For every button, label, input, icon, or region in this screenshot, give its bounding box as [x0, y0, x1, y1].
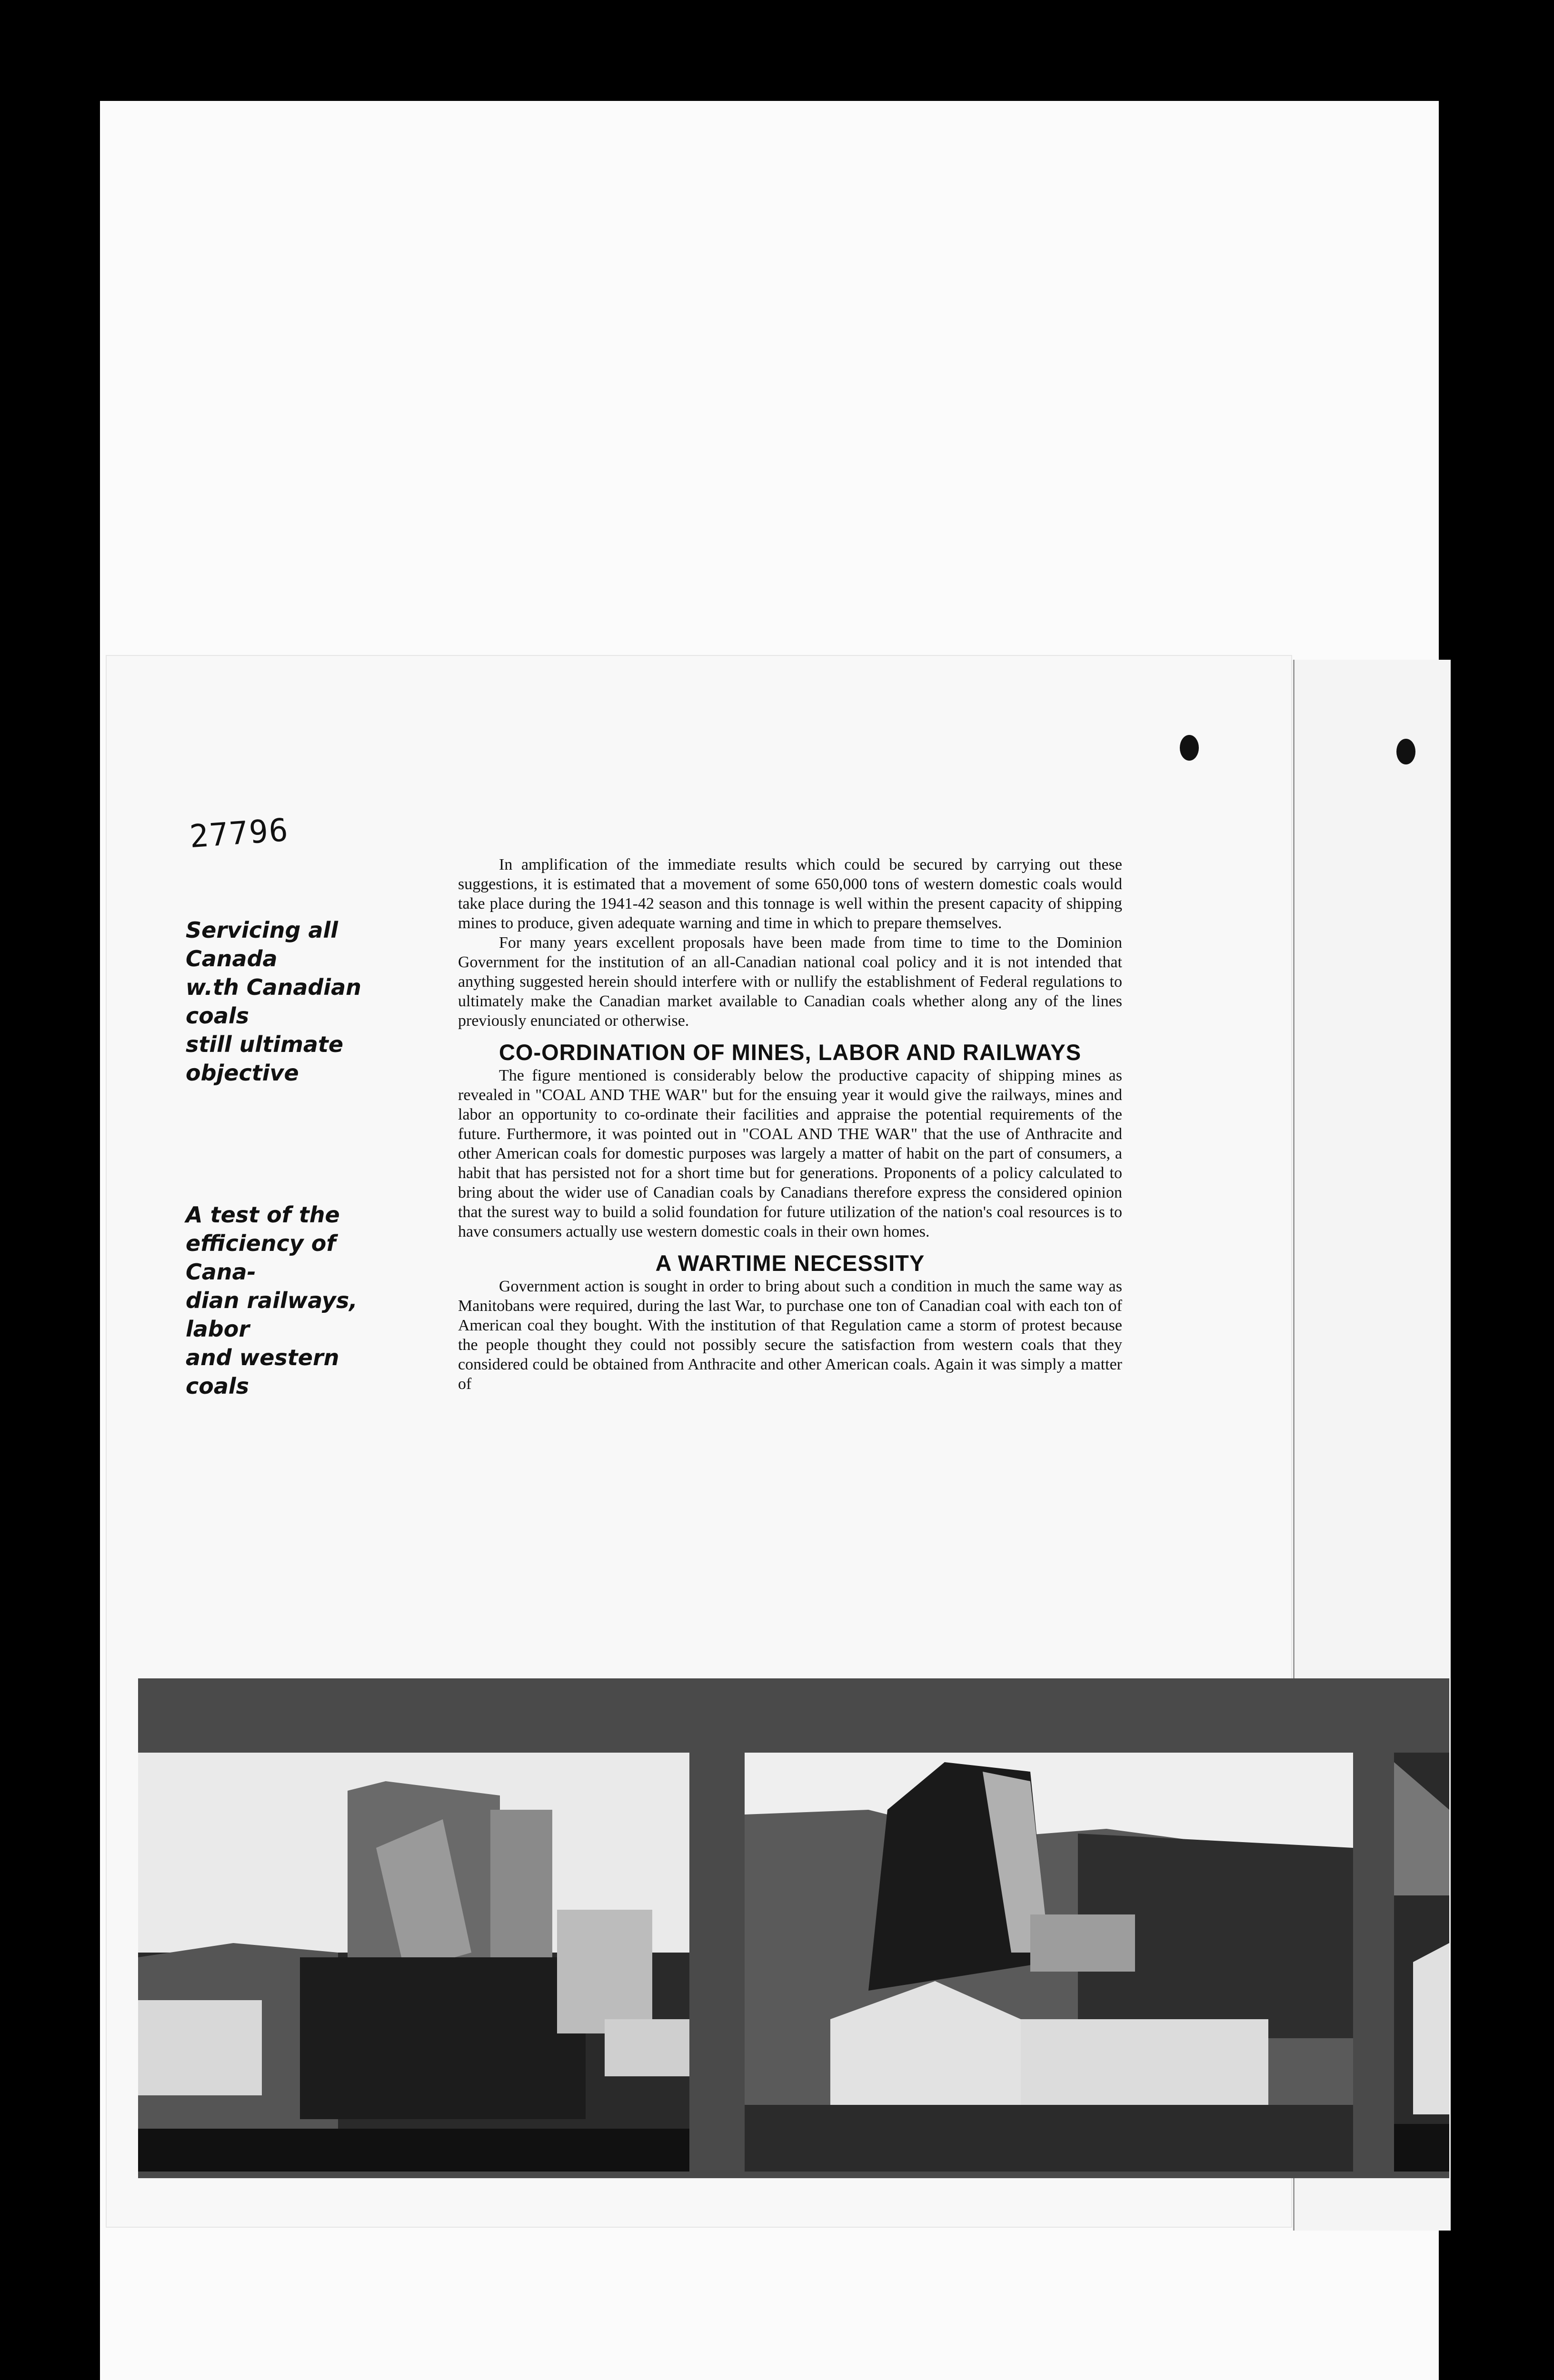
- article-body: [458, 855, 1122, 1394]
- mine-tipple-photo: [138, 1753, 689, 2172]
- photo-strip: [138, 1678, 1449, 2178]
- punch-hole: [1396, 739, 1415, 764]
- margin-note: Servicing all Canada w.th Canadian coals still ultimate objective: [186, 917, 361, 1086]
- paragraph: For many years excellent proposals have been made from time to time to the Dominion Government for the institution of an all-Canadian national coal policy and it is not intended that anything suggested herein should interfere with or nullify the establishment of Federal regulations to ultimately make the Canadian market available to Canadian coals whether along any of the lines previously enunciated or otherwise.: [458, 934, 1122, 1030]
- section-heading: A WARTIME NECESSITY: [655, 1250, 925, 1276]
- paragraph: Government action is sought in order to bring about such a condition in much the same way as Manitobans were required, during the last War, to purchase one ton of Canadian coal with each ton of American coal they bought. With the institution of that Regulation came a storm of protest because the people thought they could not possibly secure the satisfaction from western coals that they considered could be obtained from Anthracite and other American coals. Again it was simply a matter of: [458, 1278, 1122, 1393]
- margin-note: A test of the efficiency of Cana- dian railways, labor and western coals: [186, 1202, 358, 1399]
- punch-hole: [1180, 735, 1199, 761]
- mine-headframe-photo: [745, 1753, 1353, 2172]
- archive-number: 27796: [188, 811, 290, 855]
- paragraph: The figure mentioned is considerably below the productive capacity of shipping mines as revealed in "COAL AND THE WAR" but for the ensuing year it would give the railways, mines and labor an opportunity to co-ordinate their facilities and appraise the potential requirements of the future. Furthermore, it was pointed out in "COAL AND THE WAR" that the use of Anthracite and other American coals for domestic purposes was largely a matter of habit on the part of consumers, a habit that has persisted not for a short time but for generations. Proponents of a policy calculated to bring about the wider use of Canadian coals by Canadians therefore express the considered opinion that the surest way to build a solid foundation for future utilization of the nation's coal resources is to have consumers actually use western domestic coals in their own homes.: [458, 1067, 1122, 1240]
- paragraph: In amplification of the immediate results which could be secured by carrying out these suggestions, it is estimated that a movement of some 650,000 tons of western domestic coals would take place during the 1941-42 season and this tonnage is well within the present capacity of shipping mines to produce, given adequate warning and time in which to prepare themselves.: [458, 856, 1122, 932]
- section-heading: CO-ORDINATION OF MINES, LABOR AND RAILWAYS: [498, 1040, 1082, 1065]
- archives-stamp-card: [138, 2361, 1400, 2380]
- mine-building-photo-partial: [1394, 1753, 1449, 2172]
